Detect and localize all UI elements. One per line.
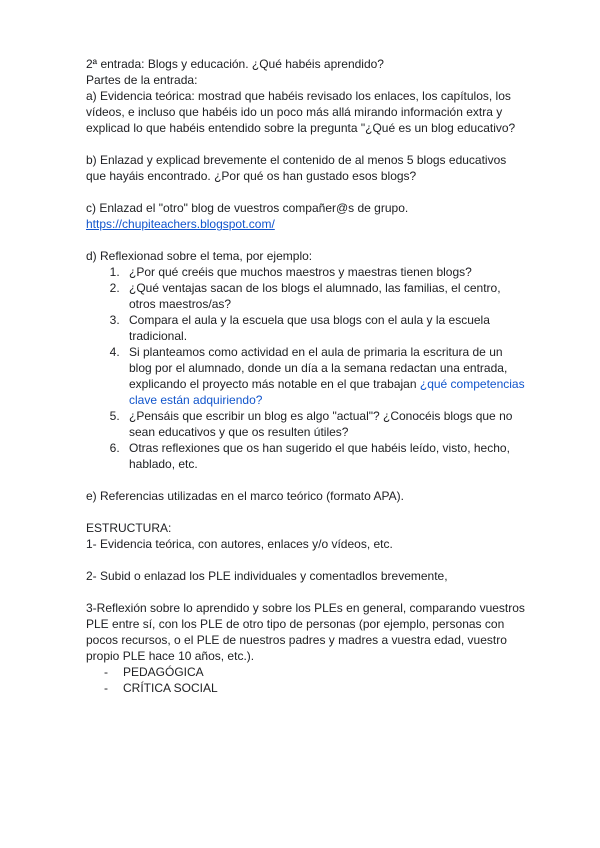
- structure-item-2: 2- Subid o enlazad los PLE individuales y comentadlos brevemente,: [86, 569, 448, 583]
- spacer: [86, 472, 526, 488]
- spacer: [86, 584, 526, 600]
- list-item-text: ¿Por qué creéis que muchos maestros y maestras tienen blogs?: [129, 265, 472, 279]
- structure-bullets: [86, 664, 526, 696]
- document-body: [86, 56, 526, 696]
- list-item: [123, 408, 526, 440]
- list-item: [123, 280, 526, 312]
- list-item: [123, 264, 526, 280]
- list-item: [123, 440, 526, 472]
- part-b-paragraph: b) Enlazad y explicad brevemente el contenido de al menos 5 blogs educativos que hayáis encontrado. ¿Por qué os han gustado esos blogs?: [86, 153, 507, 183]
- bullet-item: - CRÍTICA SOCIAL: [123, 680, 526, 696]
- part-d-paragraph: d) Reflexionad sobre el tema, por ejemplo:: [86, 249, 313, 263]
- list-item: [123, 344, 526, 408]
- entry-title: 2ª entrada: Blogs y educación. ¿Qué habéis aprendido?: [86, 57, 384, 71]
- bullet-item: - PEDAGÓGICA: [123, 664, 526, 680]
- structure-heading: ESTRUCTURA:: [86, 521, 172, 535]
- spacer: [86, 504, 526, 520]
- group-blog-link[interactable]: https://chupiteachers.blogspot.com/: [86, 217, 275, 231]
- structure-item-1: 1- Evidencia teórica, con autores, enlaces y/o vídeos, etc.: [86, 537, 393, 551]
- spacer: [86, 184, 526, 200]
- part-a-paragraph: a) Evidencia teórica: mostrad que habéis revisado los enlaces, los capítulos, los vídeos, e incluso que habéis ido un poco más allá mirando información extra y explicad lo que habéis entendido sobre la pregunta "¿Qué es un blog educativo?: [86, 89, 516, 135]
- list-item-text: Otras reflexiones que os han sugerido el que habéis leído, visto, hecho, hablado, etc.: [129, 441, 510, 471]
- list-item-text: ¿Pensáis que escribir un blog es algo "actual"? ¿Conocéis blogs que no sean educativos y que os resulten útiles?: [129, 409, 513, 439]
- parts-heading: Partes de la entrada:: [86, 73, 198, 87]
- spacer: [86, 552, 526, 568]
- part-e-paragraph: e) Referencias utilizadas en el marco teórico (formato APA).: [86, 489, 404, 503]
- list-item: [123, 312, 526, 344]
- spacer: [86, 136, 526, 152]
- reflection-list: [86, 264, 526, 472]
- list-item-text: ¿Qué ventajas sacan de los blogs el alumnado, las familias, el centro, otros maestros/as?: [129, 281, 501, 311]
- part-c-link-line: [86, 216, 526, 232]
- list-item-text: Compara el aula y la escuela que usa blogs con el aula y la escuela tradicional.: [129, 313, 490, 343]
- structure-item-3: 3-Reflexión sobre lo aprendido y sobre los PLEs en general, comparando vuestros PLE entre sí, con los PLE de otro tipo de personas (por ejemplo, personas con pocos recursos, o el PLE de nuestros padres y madres a vuestra edad, vuestro propio PLE hace 10 años, etc.).: [86, 601, 525, 663]
- list-item-text: Si planteamos como actividad en el aula de primaria la escritura de un blog por el alumnado, donde un día a la semana redactan una entrada, explicando el proyecto más notable en el que trabajan: [129, 345, 508, 391]
- part-c-paragraph: c) Enlazad el "otro" blog de vuestros compañer@s de grupo.: [86, 201, 409, 215]
- spacer: [86, 232, 526, 248]
- competencias-link[interactable]: ¿qué competencias clave están adquiriendo?: [129, 377, 525, 407]
